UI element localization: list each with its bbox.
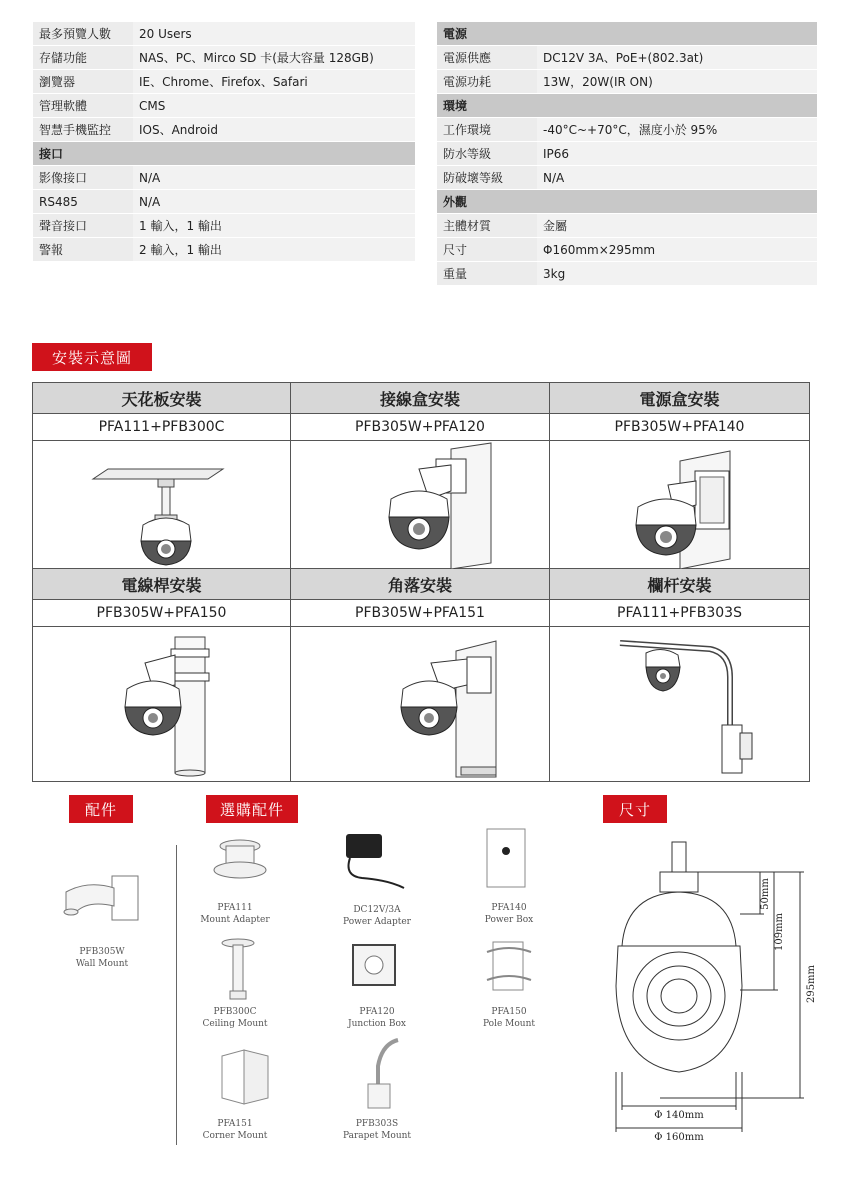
spec-label: 尺寸: [437, 238, 537, 262]
spec-label: 存儲功能: [33, 46, 133, 70]
install-image-parapet: [550, 627, 809, 781]
spec-row: [437, 22, 817, 46]
power-box-image: [483, 827, 529, 889]
spec-row: [33, 70, 415, 94]
spec-row: [437, 142, 817, 166]
install-model-parapet: PFA111+PFB303S: [550, 600, 809, 627]
spec-label: 電源供應: [437, 46, 537, 70]
ceiling-mount-image: [220, 937, 256, 1001]
opt-caption-3: [180, 1006, 290, 1030]
spec-row: [437, 214, 817, 238]
opt-code-3: PFB300C: [213, 1007, 257, 1017]
dim-height-295: 295mm: [806, 964, 817, 1004]
spec-label: 影像接口: [33, 166, 133, 190]
optional-title: 選購配件: [206, 795, 298, 823]
spec-value: 3kg: [537, 262, 817, 286]
spec-row: [33, 22, 415, 46]
opt-desc-1: Power Adapter: [343, 917, 411, 927]
dim-width-160: Φ 160mm: [654, 1132, 704, 1143]
install-model-powerbox: PFB305W+PFA140: [550, 414, 809, 441]
opt-code-6: PFA151: [217, 1119, 253, 1129]
spec-label: 電源功耗: [437, 70, 537, 94]
spec-value: 金屬: [537, 214, 817, 238]
opt-code-5: PFA150: [491, 1007, 527, 1017]
opt-code-4: PFA120: [359, 1007, 395, 1017]
spec-value: Φ160mm×295mm: [537, 238, 817, 262]
spec-section-header: 電源: [437, 22, 817, 46]
parapet-mount-image: [356, 1036, 404, 1112]
spec-value: DC12V 3A、PoE+(802.3at): [537, 46, 817, 70]
spec-value: CMS: [133, 94, 415, 118]
spec-row: [437, 190, 817, 214]
opt-desc-3: Ceiling Mount: [202, 1019, 268, 1029]
opt-caption-5: [454, 1006, 564, 1030]
install-name-ceiling: 天花板安裝: [33, 383, 291, 414]
install-name-powerbox: 電源盒安裝: [550, 383, 809, 414]
spec-row: [33, 190, 415, 214]
wall-mount-caption: [44, 946, 160, 970]
spec-label: 防水等級: [437, 142, 537, 166]
spec-row: [437, 118, 817, 142]
install-model-corner: PFB305W+PFA151: [291, 600, 550, 627]
spec-label: 工作環境: [437, 118, 537, 142]
install-model-ceiling: PFA111+PFB300C: [33, 414, 291, 441]
opt-caption-6: [180, 1118, 290, 1142]
opt-desc-0: Mount Adapter: [200, 915, 270, 925]
opt-desc-2: Power Box: [484, 915, 534, 925]
install-image-pole: [33, 627, 291, 781]
spec-value: IP66: [537, 142, 817, 166]
install-grid: [32, 382, 810, 782]
dimensions-title: 尺寸: [603, 795, 667, 823]
spec-row: [33, 238, 415, 262]
corner-mount-image: [218, 1046, 272, 1108]
mount-adapter-image: [212, 836, 268, 886]
spec-table-right: [437, 22, 817, 286]
spec-value: N/A: [537, 166, 817, 190]
opt-desc-4: Junction Box: [348, 1019, 406, 1029]
install-image-powerbox: [550, 441, 809, 569]
dim-height-50: 50mm: [760, 878, 771, 910]
opt-caption-0: [180, 902, 290, 926]
spec-label: 智慧手機監控: [33, 118, 133, 142]
install-model-junction: PFB305W+PFA120: [291, 414, 550, 441]
spec-label: RS485: [33, 190, 133, 214]
install-title: 安裝示意圖: [32, 343, 152, 371]
spec-table-left: [33, 22, 415, 262]
opt-caption-4: [322, 1006, 432, 1030]
install-name-corner: 角落安裝: [291, 569, 550, 600]
install-name-pole: 電線桿安裝: [33, 569, 291, 600]
spec-value: N/A: [133, 190, 415, 214]
spec-value: -40°C~+70°C，濕度小於 95%: [537, 118, 817, 142]
divider: [176, 845, 177, 1145]
spec-value: NAS、PC、Mirco SD 卡(最大容量 128GB): [133, 46, 415, 70]
spec-row: [437, 70, 817, 94]
spec-row: [33, 94, 415, 118]
spec-value: N/A: [133, 166, 415, 190]
spec-row: [33, 142, 415, 166]
install-image-corner: [291, 627, 550, 781]
power-adapter-image: [338, 830, 412, 892]
dimension-drawing: [600, 836, 820, 1148]
spec-row: [437, 94, 817, 118]
install-image-junction: [291, 441, 550, 569]
opt-code-2: PFA140: [491, 903, 527, 913]
spec-row: [33, 46, 415, 70]
wall-mount-code: PFB305W: [79, 947, 125, 957]
spec-label: 聲音接口: [33, 214, 133, 238]
spec-row: [437, 238, 817, 262]
spec-section-header: 接口: [33, 142, 415, 166]
spec-row: [33, 166, 415, 190]
opt-desc-7: Parapet Mount: [342, 1131, 412, 1141]
spec-row: [437, 166, 817, 190]
spec-label: 警報: [33, 238, 133, 262]
spec-row: [33, 118, 415, 142]
spec-value: 13W，20W(IR ON): [537, 70, 817, 94]
spec-section-header: 外觀: [437, 190, 817, 214]
spec-label: 防破壞等級: [437, 166, 537, 190]
install-image-ceiling: [33, 441, 291, 569]
opt-code-7: PFB303S: [355, 1119, 399, 1129]
spec-label: 管理軟體: [33, 94, 133, 118]
spec-row: [33, 214, 415, 238]
spec-label: 最多預覽人數: [33, 22, 133, 46]
install-name-junction: 接線盒安裝: [291, 383, 550, 414]
opt-code-0: PFA111: [217, 903, 253, 913]
install-name-parapet: 欄杆安裝: [550, 569, 809, 600]
spec-value: 1 輸入，1 輸出: [133, 214, 415, 238]
pole-mount-image: [483, 938, 535, 994]
spec-value: IE、Chrome、Firefox、Safari: [133, 70, 415, 94]
junction-box-image: [350, 942, 398, 988]
spec-row: [437, 46, 817, 70]
wall-mount-image: [58, 872, 144, 940]
spec-label: 重量: [437, 262, 537, 286]
spec-label: 瀏覽器: [33, 70, 133, 94]
spec-value: 2 輸入，1 輸出: [133, 238, 415, 262]
wall-mount-desc: Wall Mount: [75, 959, 129, 969]
opt-caption-2: [454, 902, 564, 926]
install-model-pole: PFB305W+PFA150: [33, 600, 291, 627]
opt-desc-6: Corner Mount: [202, 1131, 268, 1141]
spec-row: [437, 262, 817, 286]
opt-caption-1: [322, 904, 432, 928]
opt-code-1: DC12V/3A: [353, 905, 401, 915]
opt-desc-5: Pole Mount: [482, 1019, 536, 1029]
opt-caption-7: [322, 1118, 432, 1142]
spec-label: 主體材質: [437, 214, 537, 238]
spec-section-header: 環境: [437, 94, 817, 118]
accessory-title: 配件: [69, 795, 133, 823]
spec-value: IOS、Android: [133, 118, 415, 142]
spec-value: 20 Users: [133, 22, 415, 46]
dim-height-109: 109mm: [774, 912, 785, 952]
dim-width-140: Φ 140mm: [654, 1110, 704, 1121]
